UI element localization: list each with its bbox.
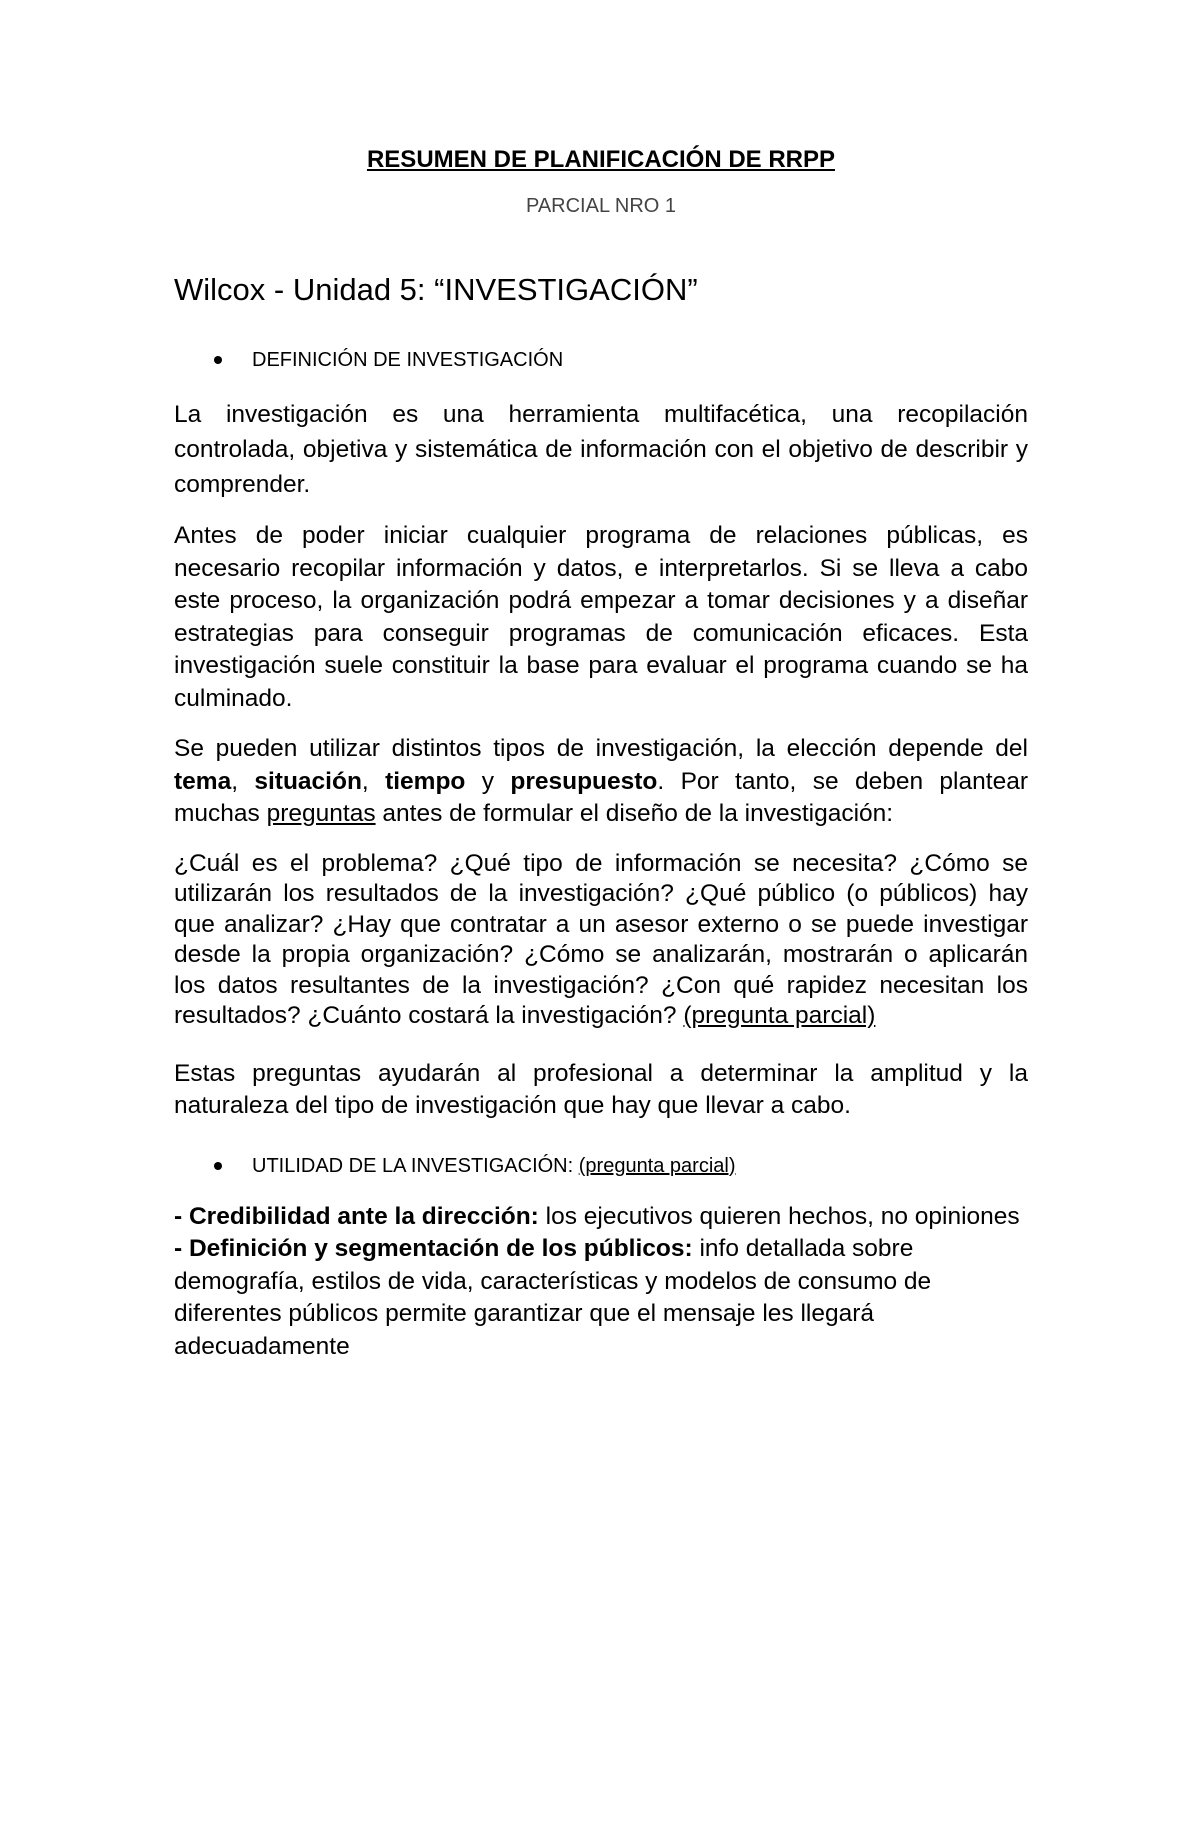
text-segment: . Por tanto, se deben plantear muchas bbox=[174, 767, 1028, 827]
text-segment: y bbox=[465, 767, 511, 795]
text-segment: , bbox=[361, 767, 386, 795]
list-item bbox=[174, 1201, 1028, 1234]
paragraph-conclusion: Estas preguntas ayudarán al profesional a determinar la amplitud y la naturaleza del tipo de investigación que hay que llevar a cabo. bbox=[174, 1059, 1028, 1119]
text-segment: antes de formular el diseño de la investigación: bbox=[375, 800, 894, 827]
text-segment: Se pueden utilizar distintos tipos de investigación, la elección depende del bbox=[174, 735, 1028, 762]
list-item-term: - Credibilidad ante la dirección: bbox=[174, 1202, 539, 1230]
exam-note: (pregunta parcial) bbox=[683, 1002, 876, 1029]
bold-presupuesto: presupuesto bbox=[510, 767, 658, 795]
utility-list bbox=[174, 1201, 1028, 1364]
underlined-preguntas: preguntas bbox=[266, 800, 376, 827]
document-page bbox=[0, 145, 1200, 1843]
text-segment: , bbox=[231, 767, 255, 795]
bullet-utility-label: UTILIDAD DE LA INVESTIGACIÓN: bbox=[252, 1154, 574, 1177]
document-title: RESUMEN DE PLANIFICACIÓN DE RRPP bbox=[366, 146, 836, 173]
list-item-text: info detallada sobre demografía, estilos de vida, características y modelos de consumo de diferentes públicos permite garantizar que el mensaje les llegará adecuadamente bbox=[174, 1235, 932, 1360]
list-item bbox=[174, 1233, 1028, 1363]
bullet-definition bbox=[214, 347, 1028, 373]
document-subtitle: PARCIAL NRO 1 bbox=[525, 195, 677, 217]
bullet-definition-label: DEFINICIÓN DE INVESTIGACIÓN bbox=[252, 349, 564, 371]
exam-note: (pregunta parcial) bbox=[578, 1154, 736, 1177]
paragraph-intro: Antes de poder iniciar cualquier programa de relaciones públicas, es necesario recopilar información y datos, e interpretarlos. Si se lleva a cabo este proceso, la organización podrá empezar a tomar decisiones y a diseñar estrategias para conseguir programas de comunicación eficaces. Esta investigación suele constituir la base para evaluar el programa cuando se ha culminado. bbox=[174, 522, 1028, 712]
bullet-dot-icon bbox=[214, 1162, 222, 1170]
list-item-term: - Definición y segmentación de los públicos: bbox=[174, 1235, 693, 1262]
bold-situacion: situación bbox=[254, 767, 362, 795]
questions-text: ¿Cuál es el problema? ¿Qué tipo de información se necesita? ¿Cómo se utilizarán los resultados de la investigación? ¿Qué público (o públicos) hay que analizar? ¿Hay que contratar a un asesor externo o se puede investigar desde la propia organización? ¿Cómo se analizarán, mostrarán o aplicarán los datos resultantes de la investigación? ¿Con qué rapidez necesitan los resultados? ¿Cuánto costará la investigación? bbox=[174, 849, 1028, 1029]
list-item-text: los ejecutivos quieren hechos, no opiniones bbox=[538, 1202, 1020, 1230]
bold-tema: tema bbox=[174, 767, 232, 795]
paragraph-types bbox=[174, 733, 1028, 831]
bold-tiempo: tiempo bbox=[385, 767, 466, 795]
bullet-utility bbox=[214, 1153, 1028, 1179]
paragraph-definition: La investigación es una herramienta multifacética, una recopilación controlada, objetiva y sistemática de información con el objetivo de describir y comprender. bbox=[174, 401, 1028, 498]
section-heading: Wilcox - Unidad 5: “INVESTIGACIÓN” bbox=[174, 272, 698, 307]
bullet-dot-icon bbox=[214, 356, 222, 364]
spacer bbox=[174, 1032, 1028, 1058]
paragraph-questions bbox=[174, 849, 1028, 1032]
